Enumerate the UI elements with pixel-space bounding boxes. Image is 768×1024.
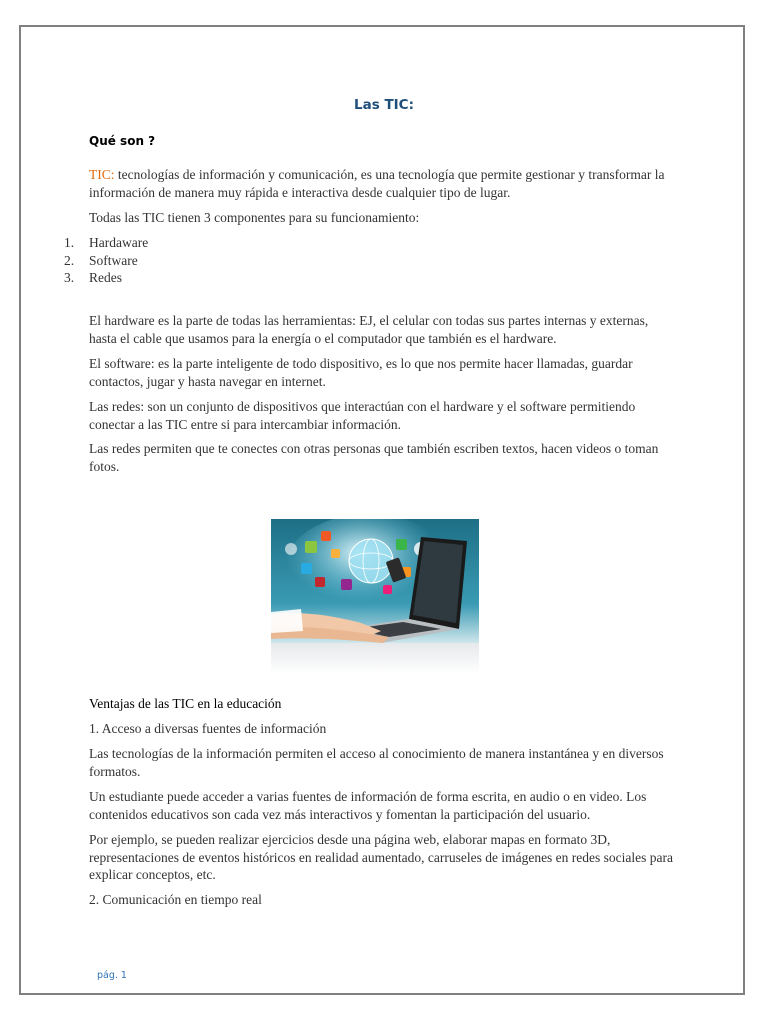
list-item xyxy=(64,234,149,252)
list-item-number: 1. xyxy=(64,235,75,250)
page-title: Las TIC: xyxy=(354,97,414,113)
list-item-label: Redes xyxy=(89,270,122,285)
ventaja-1-paragraph-2: Un estudiante puede acceder a varias fuentes de información de forma escrita, en audio o en video. Los contenidos educativos son cada vez más interactivos y fomentan la participación del usuario. xyxy=(89,789,647,822)
tic-definition xyxy=(89,166,679,201)
tic-label: TIC: xyxy=(89,167,115,182)
list-item-label: Software xyxy=(89,252,138,268)
tic-definition-text: tecnologías de información y comunicación, es una tecnología que permite gestionar y transformar la información de manera muy rápida e interactiva desde cualquier tipo de lugar. xyxy=(89,167,665,200)
components-intro: Todas las TIC tienen 3 componentes para su funcionamiento: xyxy=(89,210,420,225)
list-item-number: 2. xyxy=(64,252,75,268)
ventaja-1-paragraph-3: Por ejemplo, se pueden realizar ejercicios desde una página web, elaborar mapas en formato 3D, representaciones de eventos históricos en realidad aumentado, carruseles de imágenes en redes sociales para explicar conceptos, etc. xyxy=(89,832,674,882)
ventajas-heading: Ventajas de las TIC en la educación xyxy=(89,696,282,711)
list-item-number: 3. xyxy=(64,270,75,285)
ventaja-1-title: 1. Acceso a diversas fuentes de información xyxy=(89,721,327,736)
ventaja-2-title: 2. Comunicación en tiempo real xyxy=(89,892,262,907)
hardware-paragraph: El hardware es la parte de todas las herramientas: EJ, el celular con todas sus partes internas y externas, hasta el cable que usamos para la energía o el computador que también es el hardware. xyxy=(89,313,649,346)
section-subheading: Qué son ? xyxy=(89,134,156,148)
components-list xyxy=(64,234,149,287)
redes-paragraph: Las redes: son un conjunto de dispositivos que interactúan con el hardware y el software permitiendo conectar a las TIC entre si para intercambiar información. xyxy=(89,399,636,432)
page-number: pág. 1 xyxy=(97,970,127,981)
ventaja-1-paragraph-1: Las tecnologías de la información permiten el acceso al conocimiento de manera instantánea y en diversos formatos. xyxy=(89,746,664,779)
list-item xyxy=(64,252,148,270)
redes-paragraph-2: Las redes permiten que te conectes con otras personas que también escriben textos, hacen videos o toman fotos. xyxy=(89,441,659,474)
list-item xyxy=(64,269,148,287)
list-item-label: Hardaware xyxy=(89,235,149,250)
document-page xyxy=(19,25,745,995)
page-content xyxy=(21,27,743,993)
laptop-technology-image xyxy=(271,519,479,674)
software-paragraph: El software: es la parte inteligente de todo dispositivo, es lo que nos permite hacer llamadas, guardar contactos, jugar y hasta navegar en internet. xyxy=(89,356,633,389)
